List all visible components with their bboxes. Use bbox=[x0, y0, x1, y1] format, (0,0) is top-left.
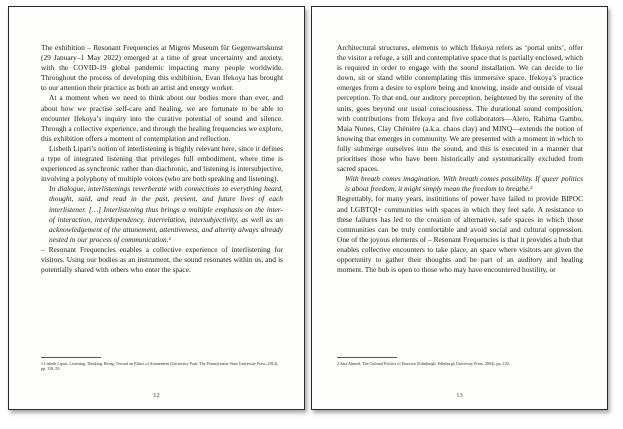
paragraph: Regrettably, for many years, institutions of power have failed to provide BIPOC and LGBTQI+ communities with spaces in which they feel safe. A resistance to these failures has led to the creation of alternative, safe spaces in which those communities can be truly comfortable and avoid social and cultural oppression. One of the joyous elements of – Resonant Frequencies is that it provides a hub that enables collective encounters to take place, an space where visitors are given the opportunity to gather their thoughts and be part of an auditory and healing moment. The hub is open to those who may have encountered hostility, or bbox=[337, 194, 583, 275]
left-page-body bbox=[41, 43, 283, 275]
page-number: 13 bbox=[456, 392, 463, 399]
left-page bbox=[8, 6, 305, 410]
right-page bbox=[311, 6, 608, 410]
block-quote: In dialogue, interlistenings reverberate with connections to everything heard, thought, said, and read in the past, present, and future lives of each interlistener. […] Interlistening thus brings a multiple emphasis on the inter- of interaction, interdependency, interrelation, intersubjectivity, as well as an acknowledgement of the attunement, attentiveness, and alterity always already nested in our process of communication.¹ bbox=[49, 184, 283, 244]
book-spread bbox=[8, 6, 612, 419]
block-quote: With breath comes imagination. With breath comes possibility. If queer politics is about freedom, it might simply mean the freedom to breathe.² bbox=[345, 174, 583, 194]
footnote-rule bbox=[41, 357, 101, 358]
paragraph: Architectural structures, elements to which Ifekoya refers as ‘portal units’, offer the visitor a refuge, a still and contemplative space that is partially enclosed, which is required in order to engage with the sound installation. We can decide to lie down, sit or stand while contemplating this immersive space. Ifekoya’s practice emerges from a desire to explore being and knowing, inside and outside of visual perception. To that end, our auditory perception, heightened by the serenity of the units, goes beyond our usual consciousness. The durational sound composition, with contributions from Ifekoya and five collaborators—Alero, Rahima Gambo, Maia Nunes, Clay Chénière (a.k.a. chaos clay) and MINQ—extends the notion of knowing that emerges in community. We are presented with a moment in which to fully submerge ourselves into the sound, and this is executed in a manner that prioritises those who have been historically and systematically excluded from sacred spaces. bbox=[337, 43, 583, 174]
paragraph: At a moment when we need to think about our bodies more than ever, and about how we practise self-care and healing, we are fortunate to be able to encounter Ifekoya’s inquiry into the curative potential of sound and silence. Through a collective experience, and through the healing frequencies we explore, this exhibition offers a moment of contemplation and reflection. bbox=[41, 93, 283, 143]
paragraph: Lisbeth Lipari’s notion of interlistening is highly relevant here, since it defines a type of integrated listening that privileges full embodiment, where time is experienced as synchronic rather than diachronic, and listening is intersubjective, involving a polyphony of multiple voices (who are both speaking and listening). bbox=[41, 143, 283, 184]
page-number: 12 bbox=[153, 392, 160, 399]
paragraph: – Resonant Frequencies enables a collective experience of interlistening for visitors. Using our bodies as an instrument, the sound resonates within us, and is potentially shared with others who enter the space. bbox=[41, 244, 283, 275]
footnote: 1 Lisbeth Lipari, Listening, Thinking, Being: Toward an Ethics of Attunement (University Park: The Pennsylvania State University Press, 2014), pp. 158–59. bbox=[41, 361, 279, 372]
footnote: 2 Sara Ahmed, The Cultural Politics of Emotion (Edinburgh: Edinburgh University Press, 2004), pp. 120. bbox=[337, 361, 510, 366]
paragraph: The exhibition – Resonant Frequencies at Migros Museum für Gegenwartskunst (29 January–1 May 2022) emerged at a time of great uncertainty and anxiety, with the COVID-19 global pandemic impacting many people worldwide. Throughout the process of developing this exhibition, Evan Ifekoya has brought to our attention their practice as both an artist and energy worker. bbox=[41, 43, 283, 93]
right-page-body bbox=[337, 43, 583, 275]
footnote-rule bbox=[337, 357, 397, 358]
